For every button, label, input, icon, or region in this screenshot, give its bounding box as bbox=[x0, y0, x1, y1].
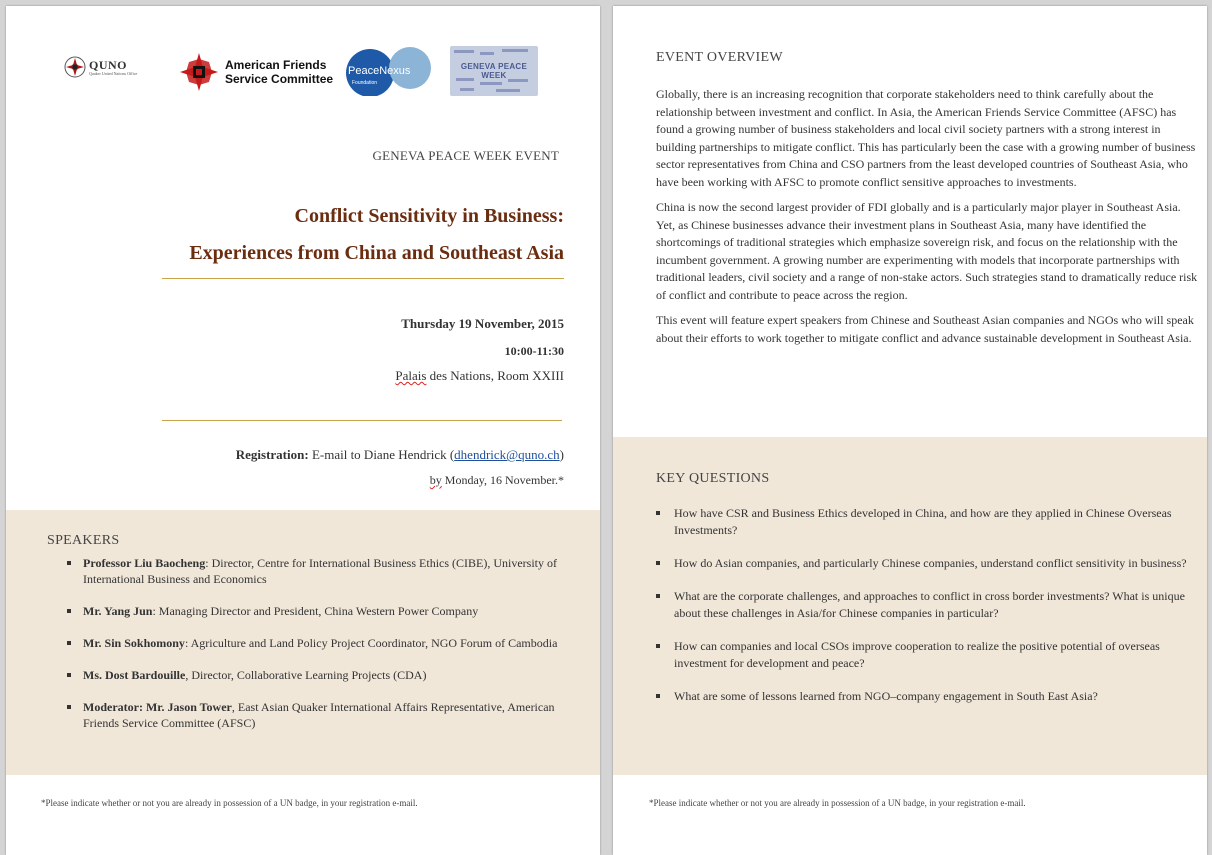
event-venue bbox=[106, 368, 564, 384]
question-item: How do Asian companies, and particularly Chinese companies, understand conflict sensitivity in business? bbox=[656, 555, 1201, 572]
speaker-detail: : Agriculture and Land Policy Project Coordinator, NGO Forum of Cambodia bbox=[184, 636, 558, 650]
registration-close: ) bbox=[559, 447, 564, 462]
quno-logo bbox=[64, 56, 137, 78]
registration-line bbox=[106, 447, 564, 463]
event-title-line-2: Experiences from China and Southeast Asia bbox=[189, 242, 564, 264]
overview-body bbox=[656, 86, 1201, 355]
afsc-line-2: Service Committee bbox=[225, 72, 334, 86]
registration-text: E-mail to Diane Hendrick ( bbox=[308, 447, 455, 462]
question-item: What are the corporate challenges, and approaches to conflict in cross border investments? What is unique about these challenges in Asia/for Chinese companies in particular? bbox=[656, 588, 1201, 622]
overview-paragraph: Globally, there is an increasing recognition that corporate stakeholders need to think carefully about the relationship between investment and conflict. In Asia, the American Friends Service Committee (AFSC) has found a growing number of business stakeholders and local civil society partners with a strong interest in building partnerships to mitigate conflict. This has particularly been the case with a growing number of business sector representatives from China and CSO partners from the least developed countries of Southeast Asia, who have been working with AFSC to promote conflict sensitive approaches to investments. bbox=[656, 87, 1196, 189]
registration-label: Registration: bbox=[235, 447, 309, 462]
afsc-star-icon bbox=[179, 52, 219, 92]
key-questions-list bbox=[656, 505, 1201, 721]
peacenexus-subtitle: Foundation bbox=[352, 80, 378, 86]
badge-footnote: *Please indicate whether or not you are already in possession of a UN badge, in your registration e-mail. bbox=[649, 798, 1026, 808]
badge-footnote: *Please indicate whether or not you are already in possession of a UN badge, in your registration e-mail. bbox=[41, 798, 418, 808]
question-item: What are some of lessons learned from NGO–company engagement in South East Asia? bbox=[656, 688, 1201, 705]
document-page-2 bbox=[613, 6, 1207, 855]
speaker-item bbox=[65, 635, 565, 651]
overview-paragraph: This event will feature expert speakers from Chinese and Southeast Asian companies and NGOs who will speak about their efforts to work together to mitigate conflict and advance sustainable development in Southeast Asia. bbox=[656, 313, 1194, 345]
speaker-detail: : Director, Centre for International Business Ethics (CIBE), University of International Business and Economics bbox=[83, 556, 558, 586]
speakers-list bbox=[65, 555, 565, 747]
speaker-item bbox=[65, 699, 565, 731]
registration-deadline bbox=[106, 473, 564, 488]
question-item: How can companies and local CSOs improve cooperation to realize the positive potential of overseas investment for development and peace? bbox=[656, 638, 1201, 672]
speaker-detail: , East Asian Quaker International Affairs Representative, American Friends Service Committee (AFSC) bbox=[83, 700, 555, 730]
peacenexus-name: PeaceNexus bbox=[348, 65, 411, 77]
title-divider bbox=[162, 278, 564, 279]
speaker-name: Professor Liu Baocheng bbox=[83, 556, 206, 570]
speakers-heading: SPEAKERS bbox=[47, 533, 120, 548]
event-label: GENEVA PEACE WEEK EVENT bbox=[372, 148, 559, 163]
venue-rest: des Nations, Room XXIII bbox=[426, 368, 564, 383]
logo-bar bbox=[64, 46, 544, 106]
speaker-detail: : Managing Director and President, China Western Power Company bbox=[152, 604, 479, 618]
venue-word: Palais bbox=[395, 368, 427, 383]
details-divider bbox=[162, 420, 562, 421]
peacenexus-logo bbox=[344, 46, 434, 96]
event-date: Thursday 19 November, 2015 bbox=[401, 316, 564, 331]
question-item: How have CSR and Business Ethics developed in China, and how are they applied in Chinese Overseas Investments? bbox=[656, 505, 1201, 539]
deadline-word: by bbox=[429, 473, 442, 487]
speaker-item bbox=[65, 555, 565, 587]
gpw-title: GENEVA PEACE WEEK bbox=[460, 62, 528, 80]
quno-subtitle: Quaker United Nations Office bbox=[89, 70, 138, 76]
speaker-name: Moderator: Mr. Jason Tower bbox=[83, 700, 232, 714]
deadline-rest: Monday, 16 November.* bbox=[441, 473, 564, 487]
overview-paragraph: China is now the second largest provider of FDI globally and is a particularly major player in Southeast Asia. Yet, as Chinese businesses advance their investment plans in Southeast Asia, many have identified the shortcomings of traditional strategies which emphasize sovereign risk, and focus on the relationship with the incumbent government. A growing number are experimenting with models that incorporate partnerships with traditional leaders, civil society and a range of non-stake actors. Such strategies stand to dramatically reduce risk of conflict and contribute to peace across the region. bbox=[656, 200, 1198, 302]
speaker-name: Mr. Sin Sokhomony bbox=[83, 636, 185, 650]
geneva-peace-week-logo bbox=[450, 46, 538, 96]
registration-email-link[interactable]: dhendrick@quno.ch bbox=[454, 447, 560, 462]
document-page-1 bbox=[6, 6, 600, 855]
event-title-line-1: Conflict Sensitivity in Business: bbox=[294, 205, 564, 227]
afsc-logo bbox=[179, 52, 333, 92]
speaker-detail: , Director, Collaborative Learning Projects (CDA) bbox=[185, 668, 427, 682]
overview-heading: EVENT OVERVIEW bbox=[656, 50, 783, 65]
event-time: 10:00-11:30 bbox=[504, 344, 564, 358]
quno-name: QUNO bbox=[89, 57, 127, 72]
key-questions-heading: KEY QUESTIONS bbox=[656, 471, 770, 486]
speaker-name: Ms. Dost Bardouille bbox=[83, 668, 186, 682]
speaker-item bbox=[65, 667, 565, 683]
speaker-name: Mr. Yang Jun bbox=[83, 604, 153, 618]
speaker-item bbox=[65, 603, 565, 619]
afsc-line-1: American Friends bbox=[225, 58, 327, 72]
quno-star-icon bbox=[64, 56, 86, 78]
